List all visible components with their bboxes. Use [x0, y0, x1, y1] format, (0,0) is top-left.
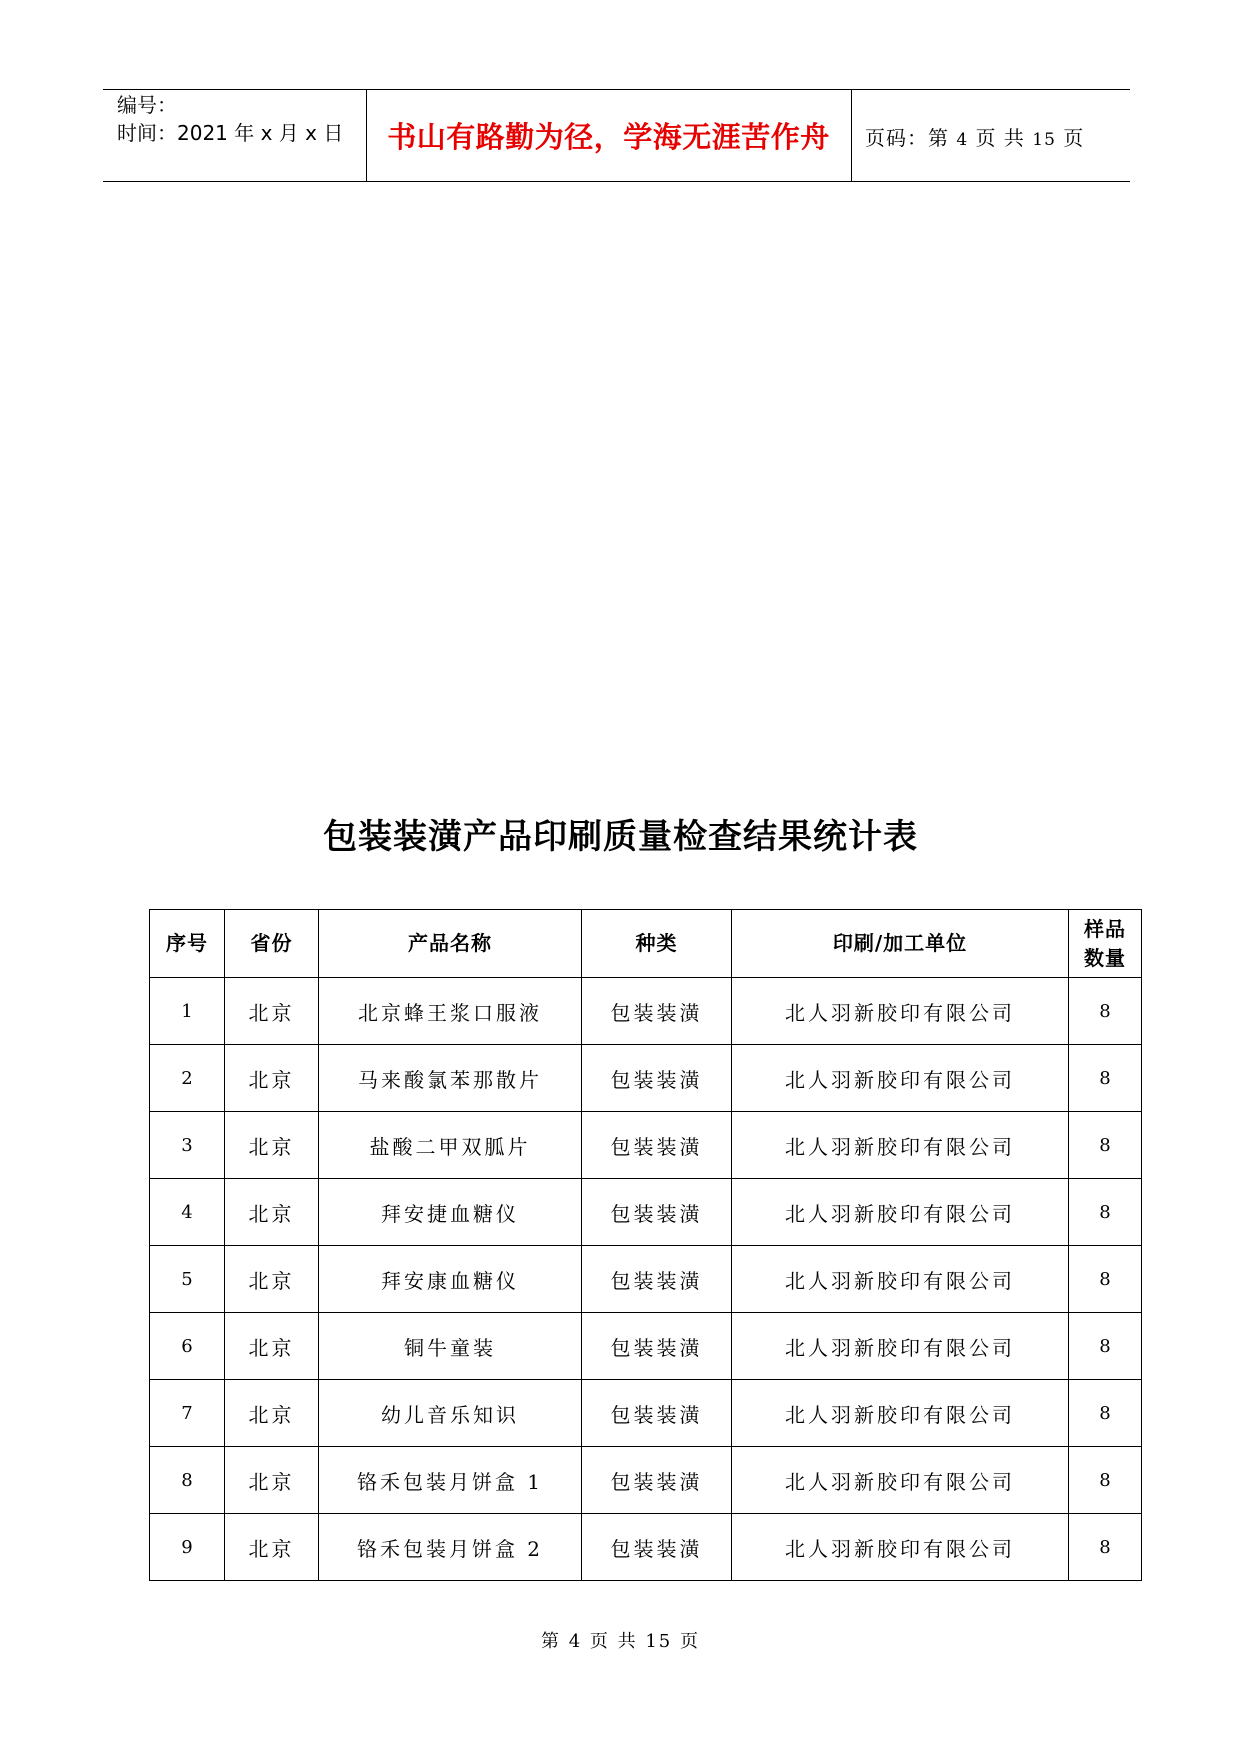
cell-province: 北京 [225, 1447, 319, 1514]
cell-qty: 8 [1069, 1246, 1142, 1313]
cell-category: 包装装潢 [582, 1313, 732, 1380]
cell-printer: 北人羽新胶印有限公司 [732, 1045, 1069, 1112]
cell-category: 包装装潢 [582, 978, 732, 1045]
table-row [150, 1313, 1142, 1380]
cell-printer: 北人羽新胶印有限公司 [732, 1246, 1069, 1313]
page-code-number: 4 [956, 130, 969, 150]
cell-seq: 4 [150, 1179, 225, 1246]
cell-qty: 8 [1069, 1447, 1142, 1514]
cell-qty: 8 [1069, 1112, 1142, 1179]
cell-seq: 2 [150, 1045, 225, 1112]
cell-seq: 5 [150, 1246, 225, 1313]
document-title: 包装装潢产品印刷质量检查结果统计表 [323, 817, 918, 857]
cell-product: 铬禾包装月饼盒 1 [319, 1447, 582, 1514]
result-table [149, 909, 1142, 1581]
cell-product: 铜牛童装 [319, 1313, 582, 1380]
cell-printer: 北人羽新胶印有限公司 [732, 1112, 1069, 1179]
cell-category: 包装装潢 [582, 1179, 732, 1246]
header-info [117, 91, 343, 147]
header-seq: 序号 [150, 910, 225, 978]
table-row [150, 1179, 1142, 1246]
page-code-total: 15 [1032, 130, 1056, 150]
cell-province: 北京 [225, 1179, 319, 1246]
header-sample-qty [1069, 910, 1142, 978]
cell-printer: 北人羽新胶印有限公司 [732, 1514, 1069, 1581]
header-page-code [865, 122, 1084, 151]
cell-province: 北京 [225, 1246, 319, 1313]
cell-printer: 北人羽新胶印有限公司 [732, 1380, 1069, 1447]
header-bottom-rule [103, 181, 1130, 182]
cell-qty: 8 [1069, 978, 1142, 1045]
cell-province: 北京 [225, 1514, 319, 1581]
cell-province: 北京 [225, 1112, 319, 1179]
cell-qty: 8 [1069, 1380, 1142, 1447]
page-code-end: 页 [1063, 126, 1085, 150]
header-divider-right [851, 89, 852, 181]
header-province: 省份 [225, 910, 319, 978]
header-printer: 印刷/加工单位 [732, 910, 1069, 978]
table-header-row [150, 910, 1142, 978]
cell-product: 马来酸氯苯那散片 [319, 1045, 582, 1112]
table-row [150, 1380, 1142, 1447]
header-product: 产品名称 [319, 910, 582, 978]
cell-printer: 北人羽新胶印有限公司 [732, 978, 1069, 1045]
table-row [150, 1045, 1142, 1112]
cell-qty: 8 [1069, 1179, 1142, 1246]
cell-product: 幼儿音乐知识 [319, 1380, 582, 1447]
cell-qty: 8 [1069, 1514, 1142, 1581]
cell-seq: 7 [150, 1380, 225, 1447]
cell-category: 包装装潢 [582, 1112, 732, 1179]
cell-printer: 北人羽新胶印有限公司 [732, 1447, 1069, 1514]
cell-qty: 8 [1069, 1313, 1142, 1380]
cell-product: 盐酸二甲双胍片 [319, 1112, 582, 1179]
cell-category: 包装装潢 [582, 1045, 732, 1112]
cell-seq: 3 [150, 1112, 225, 1179]
cell-province: 北京 [225, 1045, 319, 1112]
table-row [150, 978, 1142, 1045]
header-sample-line1: 样品 [1084, 916, 1126, 941]
cell-province: 北京 [225, 978, 319, 1045]
table-row [150, 1246, 1142, 1313]
table-row [150, 1112, 1142, 1179]
cell-product: 拜安康血糖仪 [319, 1246, 582, 1313]
header-sample-line2: 数量 [1084, 945, 1126, 970]
cell-category: 包装装潢 [582, 1246, 732, 1313]
cell-product: 北京蜂王浆口服液 [319, 978, 582, 1045]
header-top-rule [103, 89, 1130, 90]
header-motto: 书山有路勤为径，学海无涯苦作舟 [387, 120, 830, 154]
cell-province: 北京 [225, 1313, 319, 1380]
page-code-mid: 页 共 [975, 126, 1025, 150]
cell-category: 包装装潢 [582, 1514, 732, 1581]
cell-printer: 北人羽新胶印有限公司 [732, 1313, 1069, 1380]
table-row [150, 1514, 1142, 1581]
page-footer: 第 4 页 共 15 页 [541, 1631, 700, 1652]
cell-category: 包装装潢 [582, 1447, 732, 1514]
cell-seq: 1 [150, 978, 225, 1045]
page-code-label: 页码：第 [865, 126, 949, 150]
header-category: 种类 [582, 910, 732, 978]
cell-category: 包装装潢 [582, 1380, 732, 1447]
time-label: 时间：2021 年 x 月 x 日 [117, 121, 344, 145]
cell-province: 北京 [225, 1380, 319, 1447]
cell-seq: 6 [150, 1313, 225, 1380]
cell-product: 拜安捷血糖仪 [319, 1179, 582, 1246]
table-row [150, 1447, 1142, 1514]
cell-seq: 9 [150, 1514, 225, 1581]
cell-qty: 8 [1069, 1045, 1142, 1112]
cell-seq: 8 [150, 1447, 225, 1514]
cell-product: 铬禾包装月饼盒 2 [319, 1514, 582, 1581]
serial-label: 编号： [117, 93, 177, 117]
cell-printer: 北人羽新胶印有限公司 [732, 1179, 1069, 1246]
